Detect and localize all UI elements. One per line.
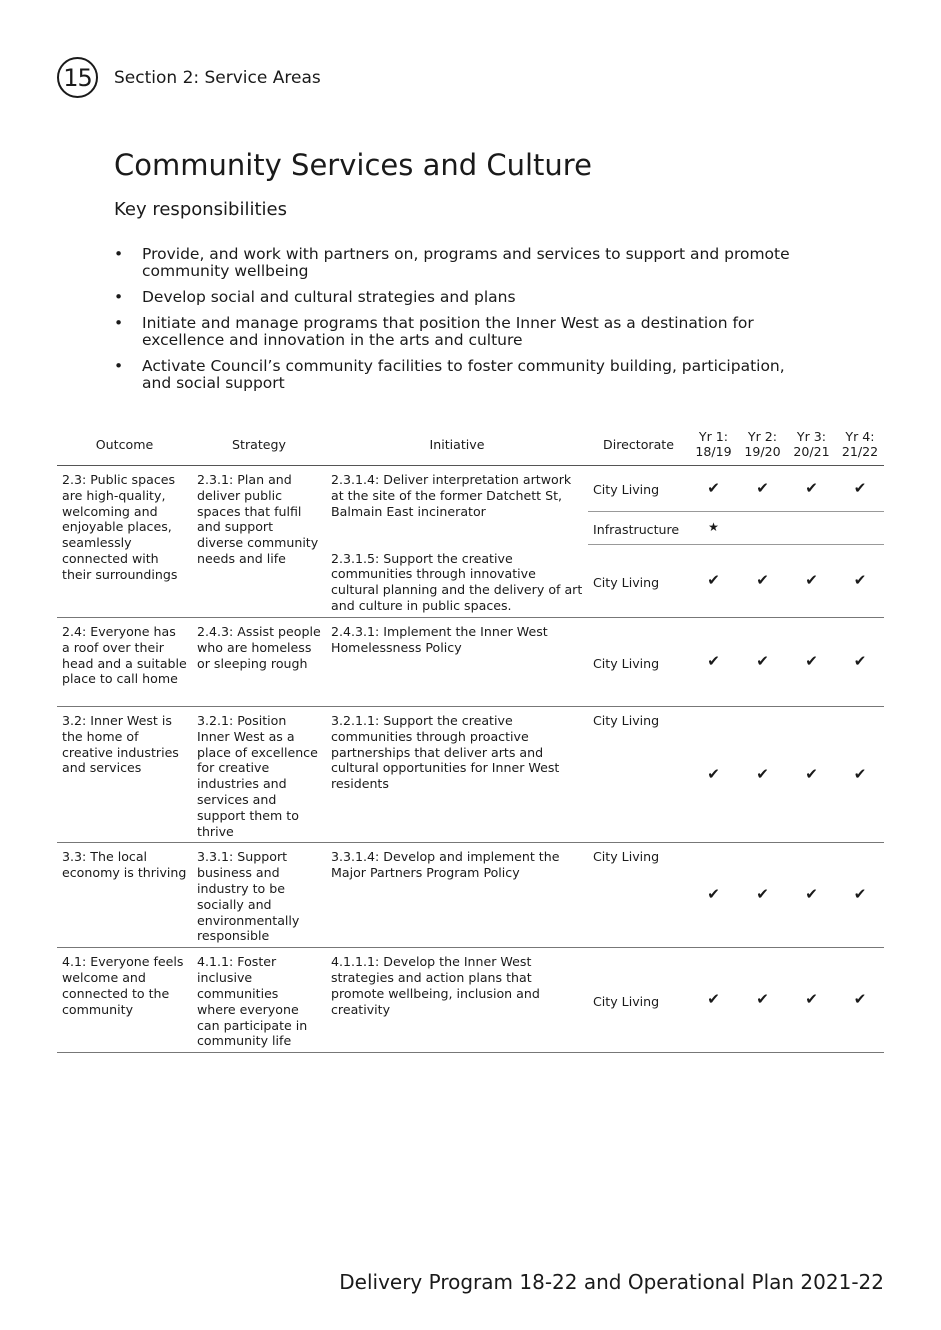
star-icon: ★ xyxy=(689,512,738,545)
empty-cell xyxy=(738,512,787,545)
list-item-text: Provide, and work with partners on, programs and services to support and promote community wellbeing xyxy=(142,245,790,280)
header-yr3 xyxy=(787,423,836,466)
strategy-cell: 4.1.1: Foster inclusive communities where everyone can participate in community life xyxy=(192,948,326,1053)
tick-icon: ✔ xyxy=(738,843,787,948)
tick-icon: ✔ xyxy=(836,707,884,843)
outcome-cell: 2.4: Everyone has a roof over their head and a suitable place to call home xyxy=(57,618,192,707)
outcome-cell: 4.1: Everyone feels welcome and connected to the community xyxy=(57,948,192,1053)
initiative-cell: 2.4.3.1: Implement the Inner West Homelessness Policy xyxy=(326,618,588,707)
tick-icon: ✔ xyxy=(787,707,836,843)
table-row xyxy=(57,618,884,707)
header-initiative: Initiative xyxy=(326,423,588,466)
responsibilities-list xyxy=(114,246,814,401)
table-row xyxy=(57,707,884,843)
header-yr1-period: 18/19 xyxy=(695,444,732,459)
header-yr2-label: Yr 2: xyxy=(747,429,778,444)
list-item-text: Activate Council’s community facilities to foster community building, participation, and social support xyxy=(142,357,785,392)
header-directorate: Directorate xyxy=(588,423,689,466)
directorate-cell: City Living xyxy=(588,618,689,707)
table-row xyxy=(57,466,884,512)
table-header-row xyxy=(57,423,884,466)
table-row xyxy=(57,948,884,1053)
strategy-cell: 2.4.3: Assist people who are homeless or sleeping rough xyxy=(192,618,326,707)
tick-icon: ✔ xyxy=(787,948,836,1053)
tick-icon: ✔ xyxy=(738,948,787,1053)
list-item-text: Initiate and manage programs that position the Inner West as a destination for excellence and innovation in the arts and culture xyxy=(142,314,754,349)
tick-icon: ✔ xyxy=(738,545,787,618)
tick-icon: ✔ xyxy=(836,618,884,707)
responsibilities-table xyxy=(57,423,884,1053)
bullet-icon: • xyxy=(114,288,124,306)
outcome-cell: 2.3: Public spaces are high-quality, welcoming and enjoyable places, seamlessly connected with their surroundings xyxy=(57,466,192,618)
tick-icon: ✔ xyxy=(836,948,884,1053)
bullet-icon: • xyxy=(114,314,124,332)
directorate-cell: City Living xyxy=(588,843,689,948)
directorate-cell: City Living xyxy=(588,545,689,618)
tick-icon: ✔ xyxy=(689,618,738,707)
tick-icon: ✔ xyxy=(787,545,836,618)
strategy-cell: 3.3.1: Support business and industry to be socially and environmentally responsible xyxy=(192,843,326,948)
page-title: Community Services and Culture xyxy=(114,148,592,182)
tick-icon: ✔ xyxy=(738,466,787,512)
initiative-cell: 4.1.1.1: Develop the Inner West strategies and action plans that promote wellbeing, inclusion and creativity xyxy=(326,948,588,1053)
table-row xyxy=(57,843,884,948)
header-yr4-period: 21/22 xyxy=(841,444,879,459)
header-yr4 xyxy=(836,423,884,466)
header-yr1 xyxy=(689,423,738,466)
list-item xyxy=(114,246,814,280)
header-yr3-period: 20/21 xyxy=(793,444,830,459)
tick-icon: ✔ xyxy=(738,707,787,843)
section-label: Section 2: Service Areas xyxy=(114,68,321,88)
outcome-cell: 3.3: The local economy is thriving xyxy=(57,843,192,948)
page-number: 15 xyxy=(63,63,92,92)
header-yr1-label: Yr 1: xyxy=(698,429,729,444)
header-yr3-label: Yr 3: xyxy=(796,429,827,444)
document-footer: Delivery Program 18-22 and Operational Plan 2021-22 xyxy=(339,1270,884,1294)
directorate-cell: Infrastructure xyxy=(588,512,689,545)
directorate-cell: City Living xyxy=(588,466,689,512)
header-yr4-label: Yr 4: xyxy=(845,429,875,444)
page-subtitle: Key responsibilities xyxy=(114,199,287,220)
initiative-cell: 2.3.1.5: Support the creative communities through innovative cultural planning and the delivery of art and culture in public spaces. xyxy=(326,545,588,618)
strategy-cell: 2.3.1: Plan and deliver public spaces that fulfil and support diverse community needs and life xyxy=(192,466,326,618)
tick-icon: ✔ xyxy=(836,466,884,512)
tick-icon: ✔ xyxy=(689,545,738,618)
tick-icon: ✔ xyxy=(836,843,884,948)
list-item-text: Develop social and cultural strategies and plans xyxy=(142,288,516,306)
directorate-cell: City Living xyxy=(588,707,689,843)
bullet-icon: • xyxy=(114,245,124,263)
list-item xyxy=(114,315,814,349)
empty-cell xyxy=(787,512,836,545)
tick-icon: ✔ xyxy=(787,618,836,707)
tick-icon: ✔ xyxy=(689,948,738,1053)
tick-icon: ✔ xyxy=(689,466,738,512)
list-item xyxy=(114,289,814,306)
empty-cell xyxy=(836,512,884,545)
tick-icon: ✔ xyxy=(787,466,836,512)
strategy-cell: 3.2.1: Position Inner West as a place of excellence for creative industries and services and support them to thrive xyxy=(192,707,326,843)
header-outcome: Outcome xyxy=(57,423,192,466)
tick-icon: ✔ xyxy=(787,843,836,948)
tick-icon: ✔ xyxy=(738,618,787,707)
tick-icon: ✔ xyxy=(689,843,738,948)
page-number-badge xyxy=(57,57,98,98)
tick-icon: ✔ xyxy=(689,707,738,843)
header-yr2 xyxy=(738,423,787,466)
bullet-icon: • xyxy=(114,357,124,375)
header-strategy: Strategy xyxy=(192,423,326,466)
tick-icon: ✔ xyxy=(836,545,884,618)
header-yr2-period: 19/20 xyxy=(744,444,781,459)
directorate-cell: City Living xyxy=(588,948,689,1053)
initiative-cell: 3.3.1.4: Develop and implement the Major Partners Program Policy xyxy=(326,843,588,948)
initiative-cell: 2.3.1.4: Deliver interpretation artwork at the site of the former Datchett St, Balmain East incinerator xyxy=(331,472,572,519)
initiative-cell: 3.2.1.1: Support the creative communities through proactive partnerships that deliver arts and cultural opportunities for Inner West residents xyxy=(326,707,588,843)
outcome-cell: 3.2: Inner West is the home of creative industries and services xyxy=(57,707,192,843)
list-item xyxy=(114,358,814,392)
